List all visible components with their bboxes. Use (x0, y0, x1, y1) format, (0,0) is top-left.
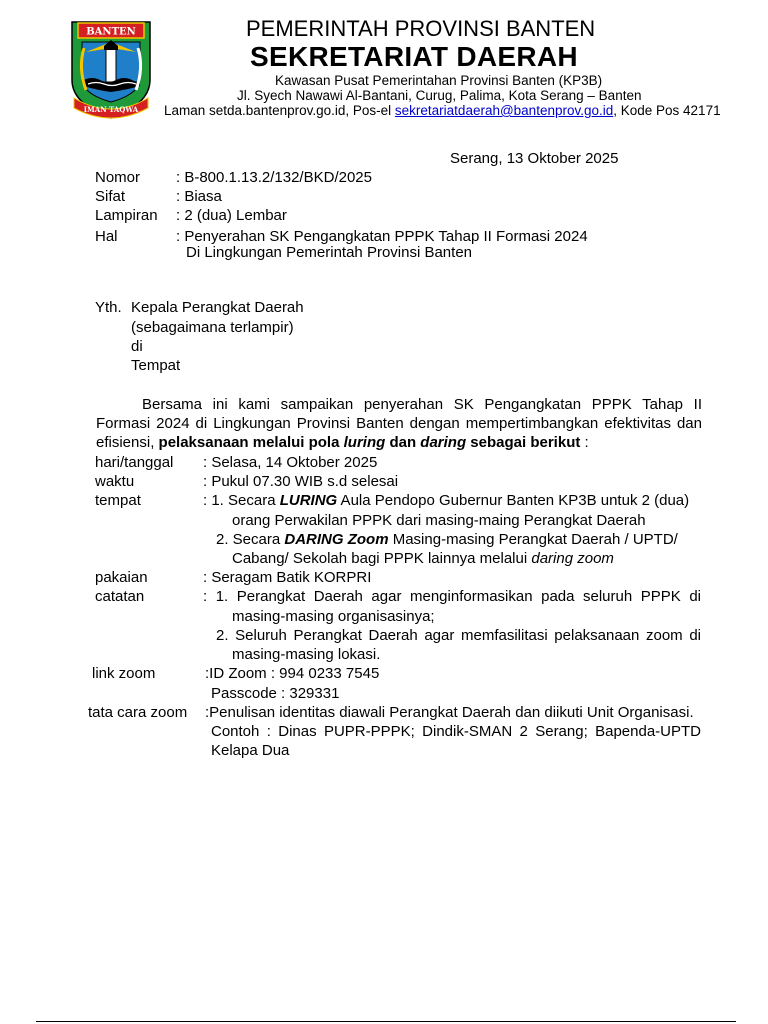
meta-label-sifat: Sifat (95, 188, 126, 205)
page-bottom-rule (36, 1021, 736, 1022)
body-line-2: Formasi 2024 di Lingkungan Provinsi Banten dengan mempertimbangkan efektivitas dan (96, 415, 702, 432)
body-dan: dan (385, 434, 421, 451)
meta-value-nomor: : B-800.1.13.2/132/BKD/2025 (176, 169, 372, 186)
address-line-2: Jl. Syech Nawawi Al-Bantani, Curug, Palima, Kota Serang – Banten (237, 88, 642, 103)
tempat-item-1 (203, 491, 689, 510)
tempat-item-2-rest: Masing-masing Perangkat Daerah / UPTD/ (388, 531, 678, 548)
link-zoom-label: link zoom (92, 665, 156, 682)
tempat-label: tempat (95, 492, 141, 509)
tempat-item-2 (216, 530, 678, 549)
tempat-luring: LURING (279, 492, 338, 509)
tempat-item-2-prefix: 2. Secara (216, 531, 285, 548)
body-colon: : (580, 434, 589, 451)
hari-value: : Selasa, 14 Oktober 2025 (203, 454, 378, 471)
tempat-daring-zoom-italic: daring zoom (531, 550, 614, 567)
body-line-1: Bersama ini kami sampaikan penyerahan SK Pengangkatan PPPK Tahap II (142, 396, 702, 413)
tempat-item-2-line2 (232, 549, 614, 568)
emblem-top-text: BANTEN (86, 26, 136, 38)
recipient-line-1: Kepala Perangkat Daerah (131, 299, 304, 316)
body-sebagai: sebagai berikut (466, 434, 581, 451)
contact-line (164, 103, 721, 119)
tata-cara-line-3: Kelapa Dua (211, 742, 290, 759)
catatan-item-2-line2: masing-masing lokasi. (232, 646, 381, 663)
meta-value-hal: : Penyerahan SK Pengangkatan PPPK Tahap II Formasi 2024 (176, 228, 588, 245)
body-line-3 (96, 433, 589, 452)
catatan-label: catatan (95, 588, 145, 605)
tempat-daring-zoom: DARING Zoom (284, 531, 389, 548)
meta-value-hal-line2: Di Lingkungan Pemerintah Provinsi Banten (186, 244, 473, 261)
meta-value-lampiran: : 2 (dua) Lembar (176, 207, 287, 224)
contact-prefix: Laman setda.bantenprov.go.id, Pos-el (164, 103, 395, 118)
tata-cara-label: tata cara zoom (88, 704, 188, 721)
tata-cara-line-2: Contoh : Dinas PUPR-PPPK; Dindik-SMAN 2 Serang; Bapenda-UPTD (211, 723, 701, 740)
recipient-line-4: Tempat (131, 357, 181, 374)
pakaian-value: : Seragam Batik KORPRI (203, 569, 372, 586)
zoom-passcode: Passcode : 329331 (211, 685, 340, 702)
recipient-line-2: (sebagaimana terlampir) (131, 319, 294, 336)
office-name: SEKRETARIAT DAERAH (250, 41, 578, 72)
meta-label-nomor: Nomor (95, 169, 141, 186)
tempat-item-2-line2-text: Cabang/ Sekolah bagi PPPK lainnya melalui (232, 550, 532, 567)
tempat-item-1-line2: orang Perwakilan PPPK dari masing-maing Perangkat Daerah (232, 512, 646, 529)
tempat-item-1-rest: Aula Pendopo Gubernur Banten KP3B untuk 2 (dua) (337, 492, 690, 509)
recipient-prefix: Yth. (95, 299, 122, 316)
body-daring: daring (420, 434, 467, 451)
meta-label-hal: Hal (95, 228, 118, 245)
waktu-value: : Pukul 07.30 WIB s.d selesai (203, 473, 399, 490)
banten-emblem-logo (66, 18, 156, 120)
zoom-id: :ID Zoom : 994 0233 7545 (205, 665, 380, 682)
recipient-line-3: di (131, 338, 143, 355)
tata-cara-line-1: :Penulisan identitas diawali Perangkat Daerah dan diikuti Unit Organisasi. (205, 704, 694, 721)
catatan-item-2: 2. Seluruh Perangkat Daerah agar memfasilitasi pelaksanaan zoom di (216, 627, 701, 644)
gov-name: PEMERINTAH PROVINSI BANTEN (246, 16, 596, 41)
body-efisiensi: efisiensi, (96, 434, 159, 451)
address-line-1: Kawasan Pusat Pemerintahan Provinsi Banten (KP3B) (275, 73, 603, 88)
contact-suffix: , Kode Pos 42171 (613, 103, 721, 118)
meta-value-sifat: : Biasa (176, 188, 222, 205)
tempat-item-1-prefix: : 1. Secara (203, 492, 280, 509)
catatan-item-1-line2: masing-masing organisasinya; (232, 608, 435, 625)
pakaian-label: pakaian (95, 569, 148, 586)
meta-label-lampiran: Lampiran (95, 207, 158, 224)
place-date: Serang, 13 Oktober 2025 (450, 150, 619, 167)
body-luring: luring (343, 434, 386, 451)
hari-label: hari/tanggal (95, 454, 174, 471)
emblem-bottom-text: IMAN TAQWA (83, 105, 139, 114)
waktu-label: waktu (95, 473, 135, 490)
body-bold-intro: pelaksanaan melalui pola (158, 434, 344, 451)
catatan-item-1: : 1. Perangkat Daerah agar menginformasikan pada seluruh PPPK di (203, 588, 701, 605)
email-link[interactable]: sekretariatdaerah@bantenprov.go.id (394, 103, 614, 118)
